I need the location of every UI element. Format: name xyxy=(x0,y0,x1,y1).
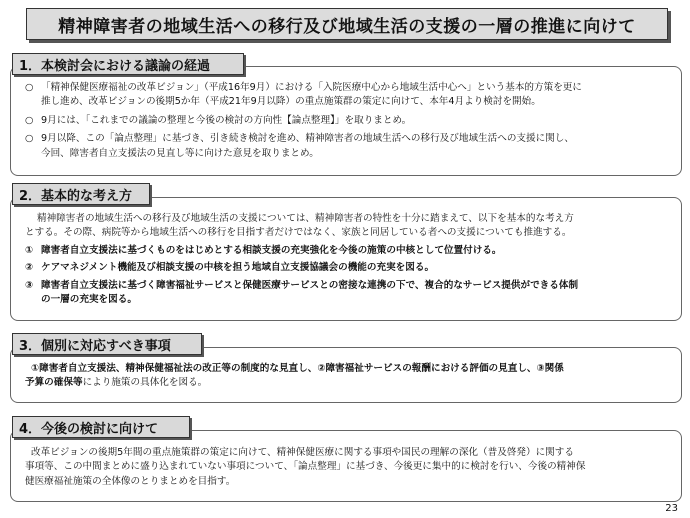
section-4-line-3: 健医療福祉施策の全体像のとりまとめを目指す。 xyxy=(25,475,236,487)
section-1-item-3-line-2: 今回、障害者自立支援法の見直し等に向けた意見を取りまとめ。 xyxy=(41,147,319,159)
section-4-line-2: 事項等、この中間まとめに盛り込まれていない事項について、「論点整理」に基づき、今後更に集中的に検討を行い、今後の精神保 xyxy=(25,461,586,473)
section-1-item-1-line-2: 推し進め、改革ビジョンの後期5か年（平成21年9月以降）の重点施策群の策定に向けて、本年4月より検討を開始。 xyxy=(41,96,541,108)
section-2-item-2-line-1: ケアマネジメント機能及び相談支援の中核を担う地域自立支援協議会の機能の充実を図る。 xyxy=(41,262,435,274)
section-1-heading: 1．本検討会における議論の経過 xyxy=(12,53,244,75)
section-3-line-2 xyxy=(25,376,671,390)
page-title: 精神障害者の地域生活への移行及び地域生活の支援の一層の推進に向けて xyxy=(26,8,668,40)
section-4-body xyxy=(10,430,682,502)
section-2-body xyxy=(10,197,682,321)
section-4-heading: 4．今後の検討に向けて xyxy=(12,416,190,438)
section-2-heading: 2．基本的な考え方 xyxy=(12,183,150,205)
section-3-line-2-rest: により施策の具体化を図る。 xyxy=(82,377,208,389)
section-3-line-1: ①障害者自立支援法、精神保健福祉法の改正等の制度的な見直し、②障害福祉サービスの報酬における評価の見直し、③関係 xyxy=(31,363,564,374)
section-1-item-1-line-1: 「精神保健医療福祉の改革ビジョン」（平成16年9月）における「入院医療中心から地域生活中心へ」という基本的方策を更に xyxy=(41,82,582,93)
section-1-item-3-line-1: 9月以降、この「論点整理」に基づき、引き続き検討を進め、精神障害者の地域生活への移行及び地域生活への支援に関し、 xyxy=(41,133,574,145)
numbered-bullet: ① xyxy=(25,244,34,256)
section-2-item-2 xyxy=(25,261,671,275)
page-number: 23 xyxy=(665,503,678,514)
section-3-body xyxy=(10,347,682,403)
section-2-item-1-line-1: 障害者自立支援法に基づくものをはじめとする相談支援の充実強化を今後の施策の中核として位置付ける。 xyxy=(41,244,502,256)
section-2-intro-line-2: とする。その際、病院等から地域生活への移行を目指す者だけではなく、家族と同居している者への支援についても推進する。 xyxy=(25,227,572,239)
section-1-body xyxy=(10,66,682,176)
section-1-item-1 xyxy=(25,81,671,110)
section-2-item-3 xyxy=(25,279,671,308)
circle-bullet: ○ xyxy=(25,82,34,93)
section-4-line-1: 改革ビジョンの後期5年間の重点施策群の策定に向けて、精神保健医療に関する事項や国民の理解の深化（普及啓発）に関する xyxy=(31,447,574,458)
section-1-item-2-line-1: 9月には、「これまでの議論の整理と今後の検討の方向性【論点整理】」を取りまとめ。 xyxy=(41,114,412,126)
section-3-line-2-bold: 予算の確保等 xyxy=(25,377,83,389)
circle-bullet: ○ xyxy=(25,114,34,126)
section-3-heading: 3．個別に対応すべき事項 xyxy=(12,333,202,355)
section-2-item-3-line-2: の一層の充実を図る。 xyxy=(41,294,137,306)
circle-bullet: ○ xyxy=(25,133,34,145)
section-1-item-2 xyxy=(25,114,671,128)
section-2-item-1 xyxy=(25,244,671,258)
section-1-item-3 xyxy=(25,132,671,161)
numbered-bullet: ③ xyxy=(25,279,34,291)
numbered-bullet: ② xyxy=(25,262,34,274)
section-2-intro-line-1: 精神障害者の地域生活への移行及び地域生活の支援については、精神障害者の特性を十分に踏まえて、以下を基本的な考え方 xyxy=(37,213,574,224)
section-2-item-3-line-1: 障害者自立支援法に基づく障害福祉サービスと保健医療サービスとの密接な連携の下で、複合的なサービス提供ができる体制 xyxy=(41,279,579,291)
